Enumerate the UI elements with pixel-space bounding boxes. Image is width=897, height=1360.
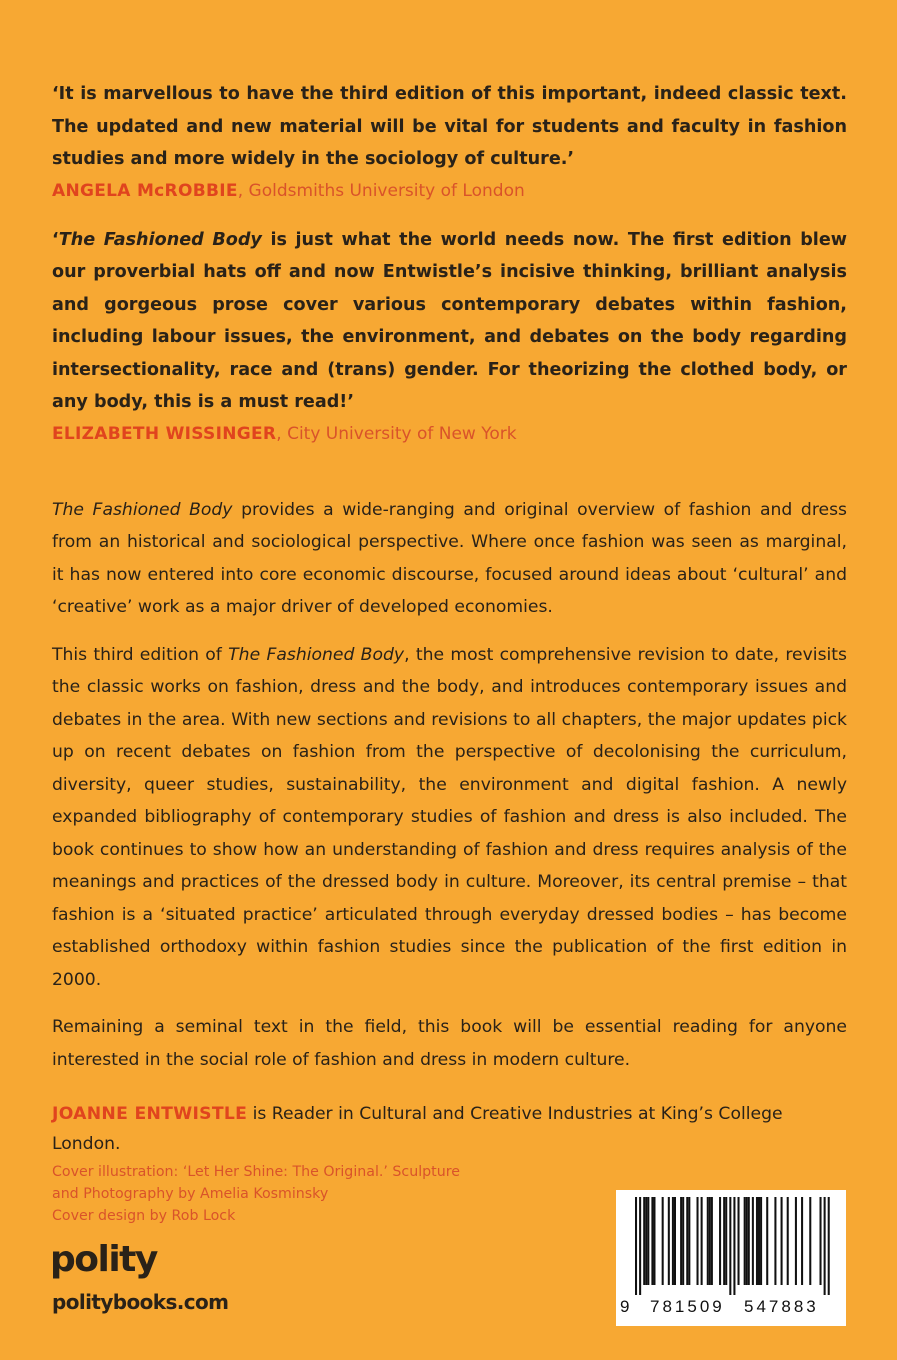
barcode-bar	[748, 1197, 750, 1285]
endorsement-quote-2: ‘The Fashioned Body is just what the world needs now. The first edition blew our proverbial hats off and now Entwistle’s incisive thinking, brilliant analysis and gorgeous prose cover various contemporary debates within fashion, including labour issues, the environment, and debates on the body regarding intersectionality, race and (trans) gender. For theorizing the clothed body, or any body, this is a must read!’	[52, 229, 848, 412]
cover-credits	[52, 1161, 460, 1227]
barcode-bar	[809, 1197, 811, 1285]
credit-line: and Photography by Amelia Kosminsky	[52, 1186, 329, 1202]
barcode-bar	[635, 1197, 637, 1295]
barcode-bar	[651, 1197, 653, 1285]
barcode-bar	[643, 1197, 645, 1285]
barcode-bar	[668, 1197, 670, 1285]
barcode-bar	[711, 1197, 713, 1285]
book-title-italic: The Fashioned Body	[52, 499, 233, 520]
isbn-left-group: 781509	[650, 1297, 725, 1316]
barcode-bar	[820, 1197, 822, 1285]
publisher-logo: polity	[50, 1239, 157, 1280]
barcode-bar	[686, 1197, 688, 1285]
endorser-affiliation-2: , City University of New York	[276, 423, 517, 444]
endorsement-quote-1: ‘It is marvellous to have the third edition of this important, indeed classic text. The updated and new material will be vital for students and faculty in fashion studies and more widely in the sociology of culture.’	[52, 84, 847, 169]
endorser-affiliation-1: , Goldsmiths University of London	[237, 180, 525, 201]
credit-line: Cover design by Rob Lock	[52, 1208, 236, 1224]
endorsement-attribution-1	[52, 178, 847, 204]
barcode-bar	[729, 1197, 731, 1295]
barcode-bar	[774, 1197, 776, 1285]
description-paragraph-3: Remaining a seminal text in the field, this book will be essential reading for anyone interested in the social role of fashion and dress in modern culture.	[52, 1017, 847, 1070]
barcode-bar	[674, 1197, 676, 1285]
isbn-barcode	[616, 1190, 846, 1326]
barcode-bar	[738, 1197, 740, 1285]
barcode-bar	[787, 1197, 789, 1285]
barcode-bar	[688, 1197, 690, 1285]
barcode-bar	[760, 1197, 762, 1285]
barcode-bar	[795, 1197, 797, 1285]
barcode-bar	[701, 1197, 703, 1285]
endorsement-attribution-2	[52, 421, 847, 447]
isbn-number	[616, 1293, 846, 1323]
barcode-bar	[709, 1197, 711, 1285]
barcode-bar	[719, 1197, 721, 1285]
barcode-bar	[781, 1197, 783, 1285]
author-bio: JOANNE ENTWISTLE is Reader in Cultural and Creative Industries at King’s College London.	[52, 1104, 783, 1154]
barcode-bar	[766, 1197, 768, 1285]
barcode-bar	[672, 1197, 674, 1285]
isbn-first-digit: 9	[620, 1297, 630, 1316]
endorser-name-1: ANGELA McROBBIE	[52, 180, 238, 201]
isbn-right-group: 547883	[744, 1297, 819, 1316]
description-paragraph-2: This third edition of The Fashioned Body, the most comprehensive revision to date, revisits the classic works on fashion, dress and the body, and introduces contemporary issues and debates in the area. With new sections and revisions to all chapters, the major updates pick up on recent debates on fashion from the perspective of decolonising the curriculum, diversity, queer studies, sustainability, the environment and digital fashion. A newly expanded bibliography of contemporary studies of fashion and dress is also included. The book continues to show how an understanding of fashion and dress requires analysis of the meanings and practices of the dressed body in culture. Moreover, its central premise – that fashion is a ‘situated practice’ articulated through everyday dressed bodies – has become established orthodoxy within fashion studies since the publication of the first edition in 2000.	[52, 644, 847, 990]
barcode-bar	[828, 1197, 830, 1295]
barcode-bars	[626, 1197, 836, 1295]
barcode-bar	[645, 1197, 647, 1285]
barcode-bar	[733, 1197, 735, 1295]
barcode-bar	[824, 1197, 826, 1295]
credit-line: Cover illustration: ‘Let Her Shine: The Original.’ Sculpture	[52, 1164, 460, 1180]
barcode-bar	[662, 1197, 664, 1285]
barcode-bar	[697, 1197, 699, 1285]
book-title-italic: The Fashioned Body	[58, 229, 262, 250]
publisher-website: politybooks.com	[52, 1290, 229, 1314]
barcode-bar	[758, 1197, 760, 1285]
barcode-bar	[639, 1197, 641, 1295]
barcode-bar	[725, 1197, 727, 1285]
book-title-italic: The Fashioned Body	[228, 644, 405, 665]
author-name: JOANNE ENTWISTLE	[52, 1104, 248, 1124]
back-cover-content	[52, 78, 847, 1176]
barcode-bar	[746, 1197, 748, 1285]
barcode-bar	[752, 1197, 754, 1285]
barcode-bar	[744, 1197, 746, 1285]
endorser-name-2: ELIZABETH WISSINGER	[52, 423, 277, 444]
barcode-bar	[707, 1197, 709, 1285]
barcode-bar	[647, 1197, 649, 1285]
barcode-bar	[801, 1197, 803, 1285]
barcode-bar	[682, 1197, 684, 1285]
barcode-bar	[653, 1197, 655, 1285]
description-paragraph-1: The Fashioned Body provides a wide-ranging and original overview of fashion and dress from an historical and sociological perspective. Where once fashion was seen as marginal, it has now entered into core economic discourse, focused around ideas about ‘cultural’ and ‘creative’ work as a major driver of developed economies.	[52, 499, 848, 617]
barcode-bar	[723, 1197, 725, 1285]
barcode-bar	[756, 1197, 758, 1285]
barcode-bar	[680, 1197, 682, 1285]
